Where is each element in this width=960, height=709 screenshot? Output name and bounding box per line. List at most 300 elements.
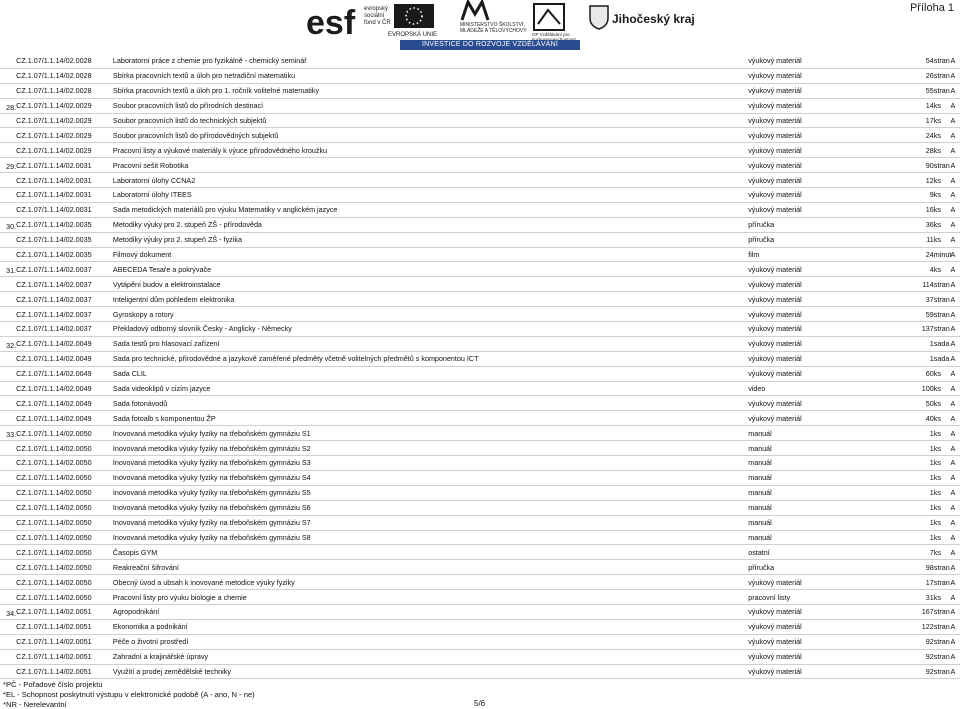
table-row <box>0 366 960 381</box>
electronic-flag: A <box>946 485 960 500</box>
registration-number: CZ.1.07/1.1.14/02.0035 <box>16 217 113 232</box>
row-number: 28. <box>0 98 16 113</box>
material-title: Inovovaná metodika výuky fyziky na třeboňském gymnáziu S2 <box>113 441 748 456</box>
row-number <box>0 83 16 98</box>
electronic-flag: A <box>946 217 960 232</box>
svg-text:esf: esf <box>306 4 356 42</box>
quantity: 137 <box>895 322 933 337</box>
row-number <box>0 292 16 307</box>
material-title: Sada fotonávodů <box>113 396 748 411</box>
table-row <box>0 113 960 128</box>
quantity: 1 <box>895 500 933 515</box>
material-title: Metodiky výuky pro 2. stupeň ZŠ - přírodověda <box>113 217 748 232</box>
table-row <box>0 560 960 575</box>
quantity: 24 <box>895 247 933 262</box>
footnote-nr: *NR - Nerelevantní <box>3 699 67 709</box>
electronic-flag: A <box>946 396 960 411</box>
quantity: 12 <box>895 173 933 188</box>
row-number <box>0 575 16 590</box>
row-number <box>0 247 16 262</box>
registration-number: CZ.1.07/1.1.14/02.0050 <box>16 575 113 590</box>
registration-number: CZ.1.07/1.1.14/02.0049 <box>16 396 113 411</box>
material-title: Sada pro technické, přírodovědné a jazykově zaměřené předměty včetně volitelných předmětů s komponentou ICT <box>113 351 748 366</box>
unit: sada <box>934 351 946 366</box>
row-number <box>0 396 16 411</box>
electronic-flag: A <box>946 351 960 366</box>
registration-number: CZ.1.07/1.1.14/02.0037 <box>16 307 113 322</box>
row-number <box>0 68 16 83</box>
electronic-flag: A <box>946 202 960 217</box>
row-number <box>0 188 16 203</box>
material-type: výukový materiál <box>748 202 895 217</box>
electronic-flag: A <box>946 336 960 351</box>
registration-number: CZ.1.07/1.1.14/02.0037 <box>16 292 113 307</box>
material-type: manuál <box>748 485 895 500</box>
unit: stran <box>934 664 946 679</box>
unit: stran <box>934 604 946 619</box>
row-number <box>0 173 16 188</box>
material-type: ostatní <box>748 545 895 560</box>
registration-number: CZ.1.07/1.1.14/02.0028 <box>16 68 113 83</box>
table-row <box>0 322 960 337</box>
esf-caption-1: evropský <box>364 6 389 12</box>
table-row <box>0 292 960 307</box>
unit: stran <box>934 292 946 307</box>
registration-number: CZ.1.07/1.1.14/02.0051 <box>16 619 113 634</box>
footnote-pc: *PČ - Pořadové číslo projektu <box>3 680 103 689</box>
table-row <box>0 336 960 351</box>
material-title: Časopis GYM <box>113 545 748 560</box>
quantity: 167 <box>895 604 933 619</box>
material-type: příručka <box>748 232 895 247</box>
material-title: Inovovaná metodika výuky fyziky na třeboňském gymnáziu S8 <box>113 530 748 545</box>
esf-icon <box>306 2 362 42</box>
material-title: Laboratorní úlohy CCNA2 <box>113 173 748 188</box>
row-number <box>0 441 16 456</box>
table-row <box>0 575 960 590</box>
material-type: výukový materiál <box>748 619 895 634</box>
table-row <box>0 217 960 232</box>
eu-flag-icon <box>388 2 448 30</box>
table-row <box>0 545 960 560</box>
unit: ks <box>934 515 946 530</box>
material-type: výukový materiál <box>748 113 895 128</box>
electronic-flag: A <box>946 68 960 83</box>
unit: sada <box>934 336 946 351</box>
material-title: Obecný úvod a ubsah k inovované metodice výuky fyziky <box>113 575 748 590</box>
electronic-flag: A <box>946 307 960 322</box>
material-type: manuál <box>748 441 895 456</box>
material-type: výukový materiál <box>748 634 895 649</box>
material-title: Sada fotoalb s komponentou ŽP <box>113 411 748 426</box>
table-row <box>0 634 960 649</box>
material-type: výukový materiál <box>748 68 895 83</box>
electronic-flag: A <box>946 366 960 381</box>
material-title: Soubor pracovních listů do přírodních destinací <box>113 98 748 113</box>
region-logo <box>588 0 695 40</box>
material-title: Pracovní listy a výukové materiály k výuce přírodovědného kroužku <box>113 143 748 158</box>
material-title: Pracovní sešit Robotika <box>113 158 748 173</box>
investice-band: INVESTICE DO ROZVOJE VZDĚLÁVÁNÍ <box>400 40 580 50</box>
registration-number: CZ.1.07/1.1.14/02.0050 <box>16 515 113 530</box>
electronic-flag: A <box>946 545 960 560</box>
material-title: Inovovaná metodika výuky fyziky na třeboňském gymnáziu S4 <box>113 470 748 485</box>
material-type: výukový materiál <box>748 158 895 173</box>
esf-caption-3: fond v ČR <box>364 20 391 26</box>
msmt-emblem-icon <box>460 0 490 22</box>
table-row <box>0 411 960 426</box>
material-type: výukový materiál <box>748 54 895 68</box>
material-type: výukový materiál <box>748 649 895 664</box>
material-type: výukový materiál <box>748 604 895 619</box>
footnotes <box>3 680 255 709</box>
electronic-flag: A <box>946 262 960 277</box>
unit: stran <box>934 277 946 292</box>
electronic-flag: A <box>946 128 960 143</box>
op-emblem-icon <box>532 2 566 32</box>
registration-number: CZ.1.07/1.1.14/02.0029 <box>16 98 113 113</box>
quantity: 50 <box>895 396 933 411</box>
unit: ks <box>934 173 946 188</box>
quantity: 60 <box>895 366 933 381</box>
registration-number: CZ.1.07/1.1.14/02.0050 <box>16 500 113 515</box>
material-title: Ekonomika a podnikání <box>113 619 748 634</box>
row-number <box>0 202 16 217</box>
material-type: manuál <box>748 515 895 530</box>
registration-number: CZ.1.07/1.1.14/02.0051 <box>16 634 113 649</box>
material-title: Filmový dokument <box>113 247 748 262</box>
eu-caption: EVROPSKÁ UNIE <box>388 32 438 38</box>
material-title: Sada CLIL <box>113 366 748 381</box>
material-title: Vytápění budov a elektroinstalace <box>113 277 748 292</box>
row-number <box>0 322 16 337</box>
quantity: 1 <box>895 426 933 441</box>
table-row <box>0 530 960 545</box>
quantity: 55 <box>895 83 933 98</box>
material-title: Sbírka pracovních textů a úloh pro netradiční matematiku <box>113 68 748 83</box>
table-row <box>0 158 960 173</box>
table-row <box>0 649 960 664</box>
quantity: 1 <box>895 456 933 471</box>
quantity: 16 <box>895 202 933 217</box>
row-number <box>0 366 16 381</box>
quantity: 28 <box>895 143 933 158</box>
material-type: manuál <box>748 426 895 441</box>
unit: ks <box>934 411 946 426</box>
registration-number: CZ.1.07/1.1.14/02.0049 <box>16 336 113 351</box>
material-type: výukový materiál <box>748 366 895 381</box>
material-type: video <box>748 381 895 396</box>
electronic-flag: A <box>946 188 960 203</box>
row-number <box>0 411 16 426</box>
material-title: Gyroskopy a rotory <box>113 307 748 322</box>
unit: ks <box>934 262 946 277</box>
electronic-flag: A <box>946 54 960 68</box>
quantity: 17 <box>895 113 933 128</box>
material-type: výukový materiál <box>748 83 895 98</box>
electronic-flag: A <box>946 292 960 307</box>
registration-number: CZ.1.07/1.1.14/02.0051 <box>16 664 113 679</box>
unit: stran <box>934 649 946 664</box>
material-type: příručka <box>748 217 895 232</box>
table-row <box>0 381 960 396</box>
table-row <box>0 426 960 441</box>
material-type: pracovní listy <box>748 590 895 605</box>
registration-number: CZ.1.07/1.1.14/02.0050 <box>16 470 113 485</box>
quantity: 1 <box>895 441 933 456</box>
quantity: 24 <box>895 128 933 143</box>
registration-number: CZ.1.07/1.1.14/02.0035 <box>16 247 113 262</box>
page-number: 5/6 <box>474 699 486 708</box>
electronic-flag: A <box>946 381 960 396</box>
row-number <box>0 619 16 634</box>
material-type: manuál <box>748 530 895 545</box>
material-title: Inovovaná metodika výuky fyziky na třeboňském gymnáziu S3 <box>113 456 748 471</box>
material-type: výukový materiál <box>748 307 895 322</box>
unit: ks <box>934 381 946 396</box>
electronic-flag: A <box>946 158 960 173</box>
registration-number: CZ.1.07/1.1.14/02.0050 <box>16 590 113 605</box>
unit: stran <box>934 322 946 337</box>
quantity: 31 <box>895 590 933 605</box>
table-row <box>0 143 960 158</box>
registration-number: CZ.1.07/1.1.14/02.0031 <box>16 158 113 173</box>
row-number: 29. <box>0 158 16 173</box>
material-type: příručka <box>748 560 895 575</box>
unit: ks <box>934 500 946 515</box>
unit: ks <box>934 426 946 441</box>
material-type: manuál <box>748 470 895 485</box>
registration-number: CZ.1.07/1.1.14/02.0029 <box>16 143 113 158</box>
materials-table <box>0 54 960 679</box>
quantity: 90 <box>895 158 933 173</box>
unit: ks <box>934 530 946 545</box>
table-row <box>0 98 960 113</box>
unit: stran <box>934 575 946 590</box>
table-row <box>0 470 960 485</box>
quantity: 1 <box>895 336 933 351</box>
table-row <box>0 515 960 530</box>
material-type: výukový materiál <box>748 128 895 143</box>
quantity: 1 <box>895 515 933 530</box>
material-type: výukový materiál <box>748 292 895 307</box>
unit: ks <box>934 188 946 203</box>
op-logo <box>532 2 588 42</box>
row-number: 34. <box>0 604 16 619</box>
electronic-flag: A <box>946 515 960 530</box>
quantity: 92 <box>895 664 933 679</box>
registration-number: CZ.1.07/1.1.14/02.0049 <box>16 366 113 381</box>
row-number <box>0 664 16 679</box>
quantity: 1 <box>895 470 933 485</box>
unit: ks <box>934 217 946 232</box>
unit: stran <box>934 307 946 322</box>
electronic-flag: A <box>946 649 960 664</box>
table-row <box>0 232 960 247</box>
material-title: Sbírka pracovních textů a úloh pro 1. ročník volitelné matematiky <box>113 83 748 98</box>
quantity: 92 <box>895 634 933 649</box>
quantity: 40 <box>895 411 933 426</box>
material-type: výukový materiál <box>748 664 895 679</box>
row-number <box>0 560 16 575</box>
row-number: 32. <box>0 336 16 351</box>
esf-caption-2: sociální <box>364 13 385 19</box>
electronic-flag: A <box>946 604 960 619</box>
quantity: 4 <box>895 262 933 277</box>
electronic-flag: A <box>946 619 960 634</box>
electronic-flag: A <box>946 664 960 679</box>
unit: ks <box>934 441 946 456</box>
row-number <box>0 456 16 471</box>
table-row <box>0 500 960 515</box>
registration-number: CZ.1.07/1.1.14/02.0031 <box>16 188 113 203</box>
quantity: 114 <box>895 277 933 292</box>
row-number <box>0 470 16 485</box>
registration-number: CZ.1.07/1.1.14/02.0031 <box>16 173 113 188</box>
quantity: 7 <box>895 545 933 560</box>
table-row <box>0 83 960 98</box>
row-number <box>0 277 16 292</box>
material-type: výukový materiál <box>748 336 895 351</box>
quantity: 17 <box>895 575 933 590</box>
registration-number: CZ.1.07/1.1.14/02.0037 <box>16 322 113 337</box>
electronic-flag: A <box>946 411 960 426</box>
material-title: Soubor pracovních listů do technických subjektů <box>113 113 748 128</box>
material-title: Sada metodických materiálů pro výuku Matematiky v anglickém jazyce <box>113 202 748 217</box>
table-row <box>0 188 960 203</box>
electronic-flag: A <box>946 113 960 128</box>
material-title: Agropodnikání <box>113 604 748 619</box>
quantity: 14 <box>895 98 933 113</box>
quantity: 9 <box>895 188 933 203</box>
unit: ks <box>934 470 946 485</box>
row-number <box>0 634 16 649</box>
material-type: výukový materiál <box>748 98 895 113</box>
unit: stran <box>934 83 946 98</box>
material-title: Metodiky výuky pro 2. stupeň ZŠ - fyzika <box>113 232 748 247</box>
quantity: 1 <box>895 351 933 366</box>
material-title: ABECEDA Tesaře a pokrývače <box>113 262 748 277</box>
table-row <box>0 441 960 456</box>
table-row <box>0 262 960 277</box>
row-number <box>0 381 16 396</box>
electronic-flag: A <box>946 426 960 441</box>
registration-number: CZ.1.07/1.1.14/02.0050 <box>16 560 113 575</box>
material-title: Inteligentní dům pohledem elektronika <box>113 292 748 307</box>
electronic-flag: A <box>946 143 960 158</box>
table-row <box>0 485 960 500</box>
registration-number: CZ.1.07/1.1.14/02.0037 <box>16 277 113 292</box>
electronic-flag: A <box>946 590 960 605</box>
table-row <box>0 604 960 619</box>
msmt-logo <box>460 0 530 40</box>
row-number <box>0 545 16 560</box>
registration-number: CZ.1.07/1.1.14/02.0051 <box>16 604 113 619</box>
unit: ks <box>934 456 946 471</box>
electronic-flag: A <box>946 530 960 545</box>
registration-number: CZ.1.07/1.1.14/02.0028 <box>16 54 113 68</box>
msmt-caption: MINISTERSTVO ŠKOLSTVÍ, MLÁDEŽE A TĚLOVÝCHOVY <box>460 22 527 34</box>
unit: ks <box>934 202 946 217</box>
material-title: Inovovaná metodika výuky fyziky na třeboňském gymnáziu S7 <box>113 515 748 530</box>
row-number <box>0 515 16 530</box>
table-row <box>0 456 960 471</box>
quantity: 122 <box>895 619 933 634</box>
row-number <box>0 113 16 128</box>
row-number <box>0 128 16 143</box>
material-title: Péče o životní prostředí <box>113 634 748 649</box>
unit: ks <box>934 396 946 411</box>
registration-number: CZ.1.07/1.1.14/02.0049 <box>16 351 113 366</box>
unit: ks <box>934 366 946 381</box>
registration-number: CZ.1.07/1.1.14/02.0037 <box>16 262 113 277</box>
registration-number: CZ.1.07/1.1.14/02.0049 <box>16 411 113 426</box>
materials-table-body <box>0 54 960 679</box>
registration-number: CZ.1.07/1.1.14/02.0050 <box>16 456 113 471</box>
material-type: výukový materiál <box>748 411 895 426</box>
row-number <box>0 500 16 515</box>
unit: ks <box>934 590 946 605</box>
unit: ks <box>934 113 946 128</box>
esf-logo <box>306 2 400 42</box>
region-name: Jihočeský kraj <box>612 12 695 26</box>
material-title: Sada videoklipů v cizím jazyce <box>113 381 748 396</box>
quantity: 1 <box>895 485 933 500</box>
electronic-flag: A <box>946 277 960 292</box>
material-type: výukový materiál <box>748 188 895 203</box>
material-type: výukový materiál <box>748 322 895 337</box>
electronic-flag: A <box>946 83 960 98</box>
unit: ks <box>934 485 946 500</box>
registration-number: CZ.1.07/1.1.14/02.0050 <box>16 545 113 560</box>
material-type: manuál <box>748 500 895 515</box>
table-row <box>0 590 960 605</box>
table-row <box>0 351 960 366</box>
unit: stran <box>934 158 946 173</box>
electronic-flag: A <box>946 98 960 113</box>
table-row <box>0 396 960 411</box>
material-title: Využití a prodej zemědělské techniky <box>113 664 748 679</box>
unit: stran <box>934 68 946 83</box>
row-number <box>0 485 16 500</box>
registration-number: CZ.1.07/1.1.14/02.0028 <box>16 83 113 98</box>
registration-number: CZ.1.07/1.1.14/02.0031 <box>16 202 113 217</box>
quantity: 26 <box>895 68 933 83</box>
material-title: Pracovní listy pro výuku biologie a chemie <box>113 590 748 605</box>
table-row <box>0 307 960 322</box>
row-number <box>0 143 16 158</box>
material-title: Laboratorní práce z chemie pro fyzikálně - chemický seminář <box>113 54 748 68</box>
registration-number: CZ.1.07/1.1.14/02.0049 <box>16 381 113 396</box>
electronic-flag: A <box>946 575 960 590</box>
row-number <box>0 649 16 664</box>
quantity: 92 <box>895 649 933 664</box>
registration-number: CZ.1.07/1.1.14/02.0051 <box>16 649 113 664</box>
quantity: 98 <box>895 560 933 575</box>
material-title: Sada testů pro hlasovací zařízení <box>113 336 748 351</box>
registration-number: CZ.1.07/1.1.14/02.0029 <box>16 128 113 143</box>
quantity: 11 <box>895 232 933 247</box>
material-title: Inovovaná metodika výuky fyziky na třeboňském gymnáziu S6 <box>113 500 748 515</box>
material-title: Inovovaná metodika výuky fyziky na třeboňském gymnáziu S1 <box>113 426 748 441</box>
quantity: 36 <box>895 217 933 232</box>
electronic-flag: A <box>946 634 960 649</box>
row-number <box>0 530 16 545</box>
material-title: Laboratorní úlohy ITEES <box>113 188 748 203</box>
electronic-flag: A <box>946 173 960 188</box>
electronic-flag: A <box>946 322 960 337</box>
registration-number: CZ.1.07/1.1.14/02.0035 <box>16 232 113 247</box>
